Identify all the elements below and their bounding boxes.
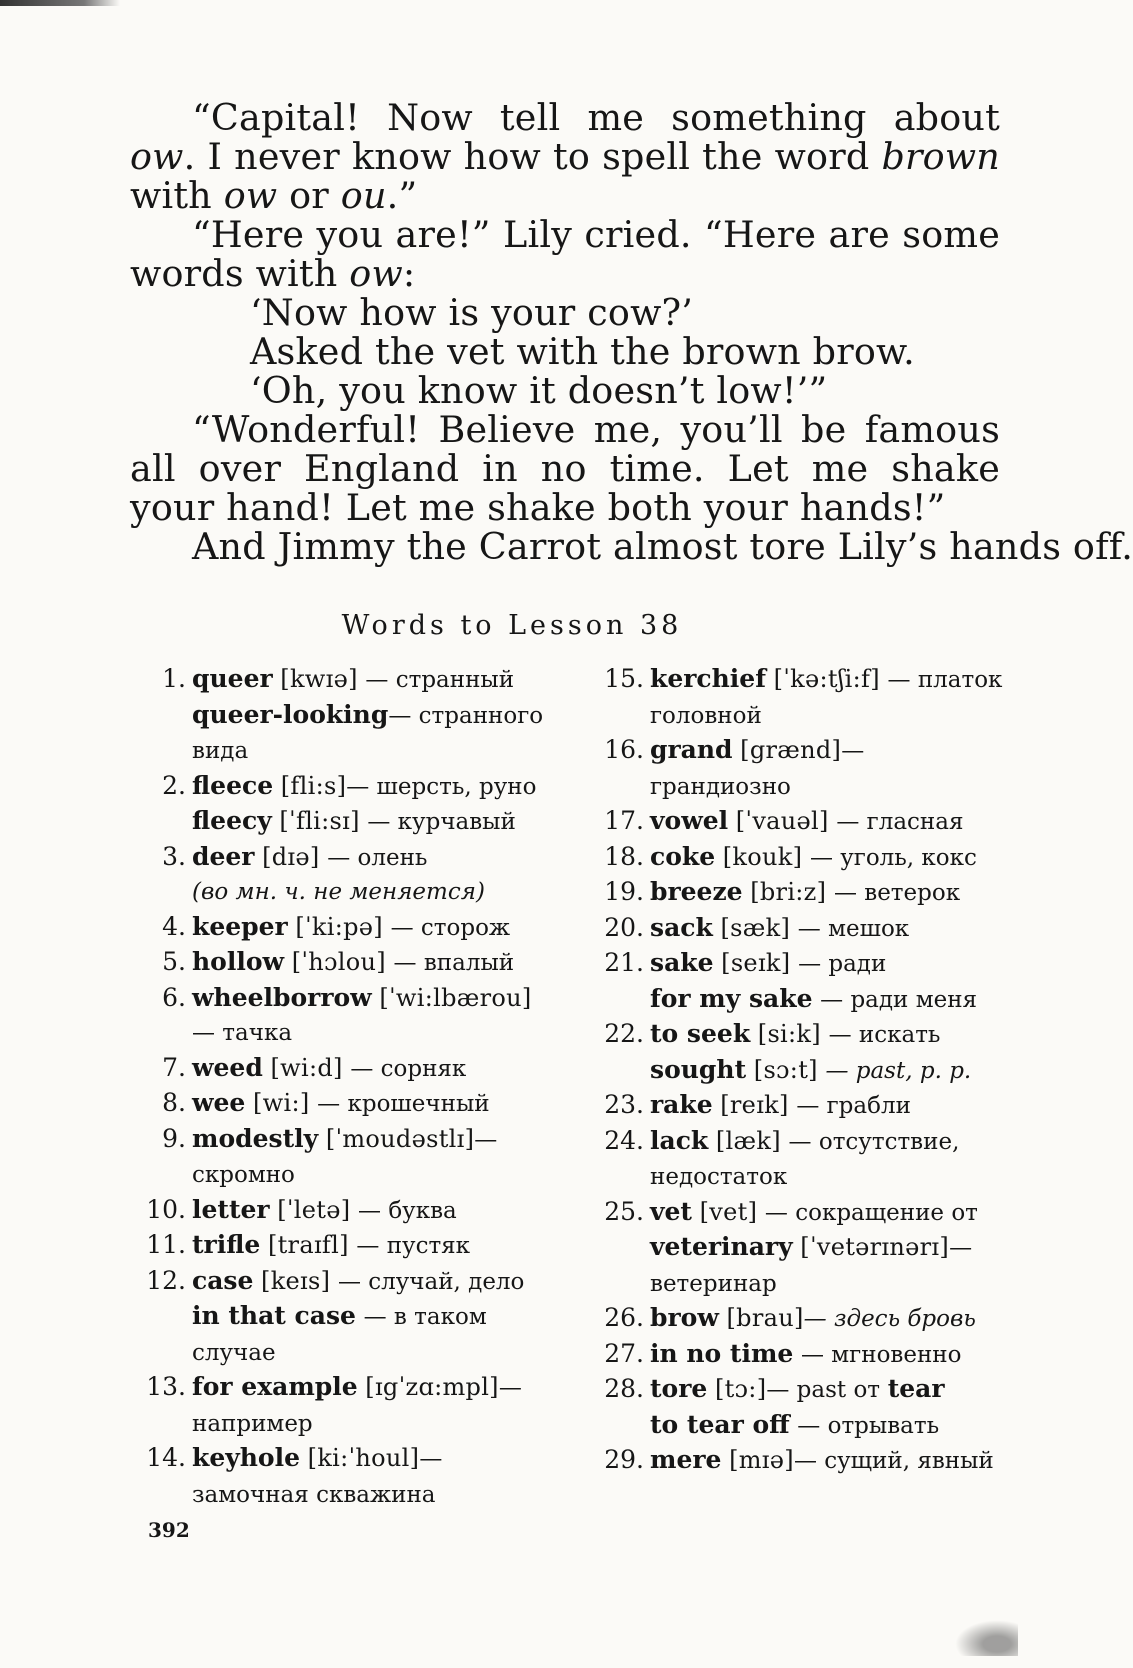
story-paragraph: And Jimmy the Carrot almost tore Lily’s hands off. — [192, 525, 1133, 568]
vocab-entry: 4. keeper [ˈki:pə] — сторож — [162, 911, 511, 941]
vocab-entry: 12. case [keɪs] — случай, дело in that case — в таком случае — [146, 1265, 525, 1366]
vocab-column-left — [140, 662, 545, 1512]
vocab-entry: 5. hollow [ˈhɔlou] — впалый — [162, 947, 515, 976]
scan-corner-speck — [948, 1616, 1018, 1656]
vocab-entry: 25. vet [vet] — сокращение от veterinary [ˈvetərɪnərɪ]— ветеринар — [604, 1196, 978, 1297]
vocab-entry: 15. kerchief [ˈkə:tʃi:f] — платок головной — [604, 664, 1003, 729]
story-paragraph: “Wonderful! Believe me, you’ll be famous all over England in no time. Let me shake your hand! Let me shake both your hands!” — [130, 408, 1000, 529]
verse-line: Asked the vet with the brown brow. — [250, 330, 915, 373]
vocab-entry: 22. to seek [si:k] — искать sought [sɔ:t] — past, p. p. — [604, 1019, 972, 1084]
vocab-entry: 27. in no time — мгновенно — [604, 1338, 962, 1368]
vocab-entry: 16. grand [grænd]— грандиозно — [604, 735, 865, 800]
vocab-entry: 14. keyhole [ki:ˈhoul]— замочная скважина — [146, 1443, 443, 1508]
vocab-entry: 24. lack [læk] — отсутствие, недостаток — [604, 1125, 960, 1190]
lesson-words-heading: Words to Lesson 38 — [341, 610, 683, 641]
vocab-entry: 26. brow [brau]— здесь бровь — [604, 1303, 976, 1332]
scan-edge-mark — [0, 0, 120, 6]
vocab-entry: 7. weed [wi:d] — сорняк — [162, 1052, 467, 1082]
page-number: 392 — [148, 1518, 190, 1542]
story-text — [130, 96, 1133, 568]
vocab-entry: 29. mere [mɪə]— сущий, явный — [604, 1445, 994, 1474]
vocab-entry: 9. modestly [ˈmoudəstlɪ]— скромно — [162, 1123, 498, 1188]
vocab-entry: 1. queer [kwɪə] — странный queer-looking— странного вида — [162, 664, 544, 764]
vocab-entry: 2. fleece [fli:s]— шерсть, руно fleecy [ˈfli:sɪ] — курчавый — [162, 770, 537, 835]
verse-line: ‘Oh, you know it doesn’t low!’” — [250, 369, 828, 412]
vocab-entry: 3. deer [dɪə] — олень (во мн. ч. не меняется) — [162, 841, 485, 905]
vocab-entry: 6. wheelborrow [ˈwi:lbærou]— тачка — [162, 982, 532, 1046]
verse-line: ‘Now how is your cow?’ — [250, 291, 694, 334]
vocab-entry: 18. coke [kouk] — уголь, кокс — [604, 841, 977, 871]
vocab-entry: 23. rake [reɪk] — грабли — [604, 1090, 911, 1119]
story-paragraph: “Capital! Now tell me something about ow. I never know how to spell the word brown with ow or ou.” — [130, 96, 1000, 217]
vocab-entry: 13. for example [ɪgˈzɑ:mpl]— например — [146, 1372, 522, 1437]
vocab-entry: 20. sack [sæk] — мешок — [604, 912, 910, 942]
story-paragraph: “Here you are!” Lily cried. “Here are some words with ow: — [130, 213, 1000, 295]
vocab-entry: 8. wee [wi:] — крошечный — [162, 1088, 490, 1117]
vocab-entry: 21. sake [seɪk] — ради for my sake — ради меня — [604, 948, 978, 1013]
vocab-column-right — [598, 662, 1006, 1479]
vocab-entry: 28. tore [tɔ:]— past от tear to tear off — отрывать — [604, 1374, 945, 1439]
vocab-entry: 10. letter [ˈletə] — буква — [146, 1194, 457, 1224]
vocab-entry: 11. trifle [traɪfl] — пустяк — [146, 1230, 471, 1259]
vocab-entry: 17. vowel [ˈvauəl] — гласная — [604, 806, 964, 835]
vocab-entry: 19. breeze [bri:z] — ветерок — [604, 877, 961, 906]
